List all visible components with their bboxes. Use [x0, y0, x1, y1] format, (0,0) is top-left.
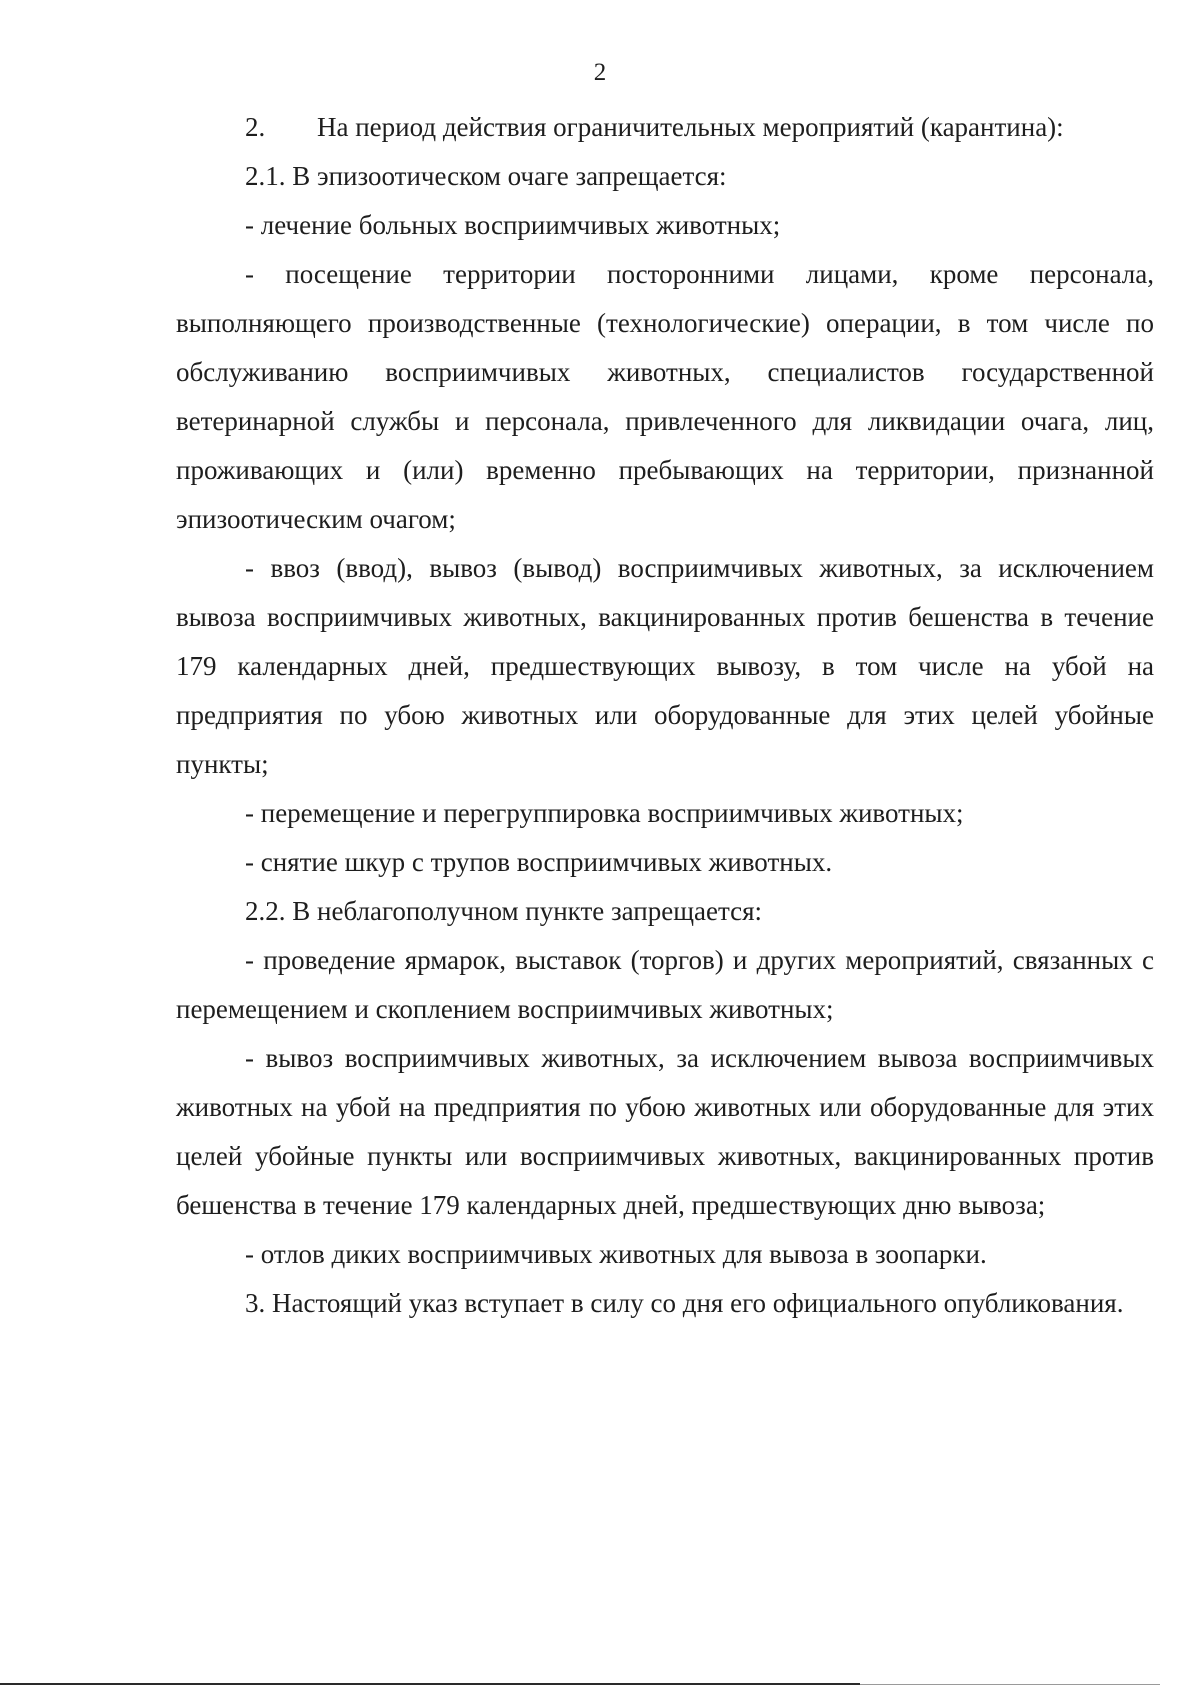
section-2-heading-text: На период действия ограничительных мероприятий (карантина):	[317, 112, 1064, 142]
section-2-1-item: - перемещение и перегруппировка восприимчивых животных;	[245, 798, 964, 828]
section-3-paragraph: 3. Настоящий указ вступает в силу со дня его официального опубликования.	[245, 1288, 1124, 1318]
document-body	[176, 103, 1154, 1328]
page-number: 2	[593, 59, 607, 86]
section-2-heading	[176, 103, 1154, 152]
section-2-1-item: - посещение территории посторонними лицами, кроме персонала, выполняющего производственные (технологические) операции, в том числе по обслуживанию восприимчивых животных, специалистов государственной ветеринарной службы и персонала, привлеченного для ликвидации очага, лиц, проживающих и (или) временно пребывающих на территории, признанной эпизоотическим очагом;	[176, 259, 1154, 534]
section-2-2-heading: 2.2. В неблагополучном пункте запрещается:	[245, 896, 762, 926]
bottom-scan-line	[0, 1683, 860, 1685]
section-2-2-item: - проведение ярмарок, выставок (торгов) и других мероприятий, связанных с перемещением и скоплением восприимчивых животных;	[176, 945, 1154, 1024]
bottom-scan-line-faint	[860, 1684, 1160, 1685]
section-2-1-item: - снятие шкур с трупов восприимчивых животных.	[245, 847, 833, 877]
section-2-2-item: - вывоз восприимчивых животных, за исключением вывоза восприимчивых животных на убой на предприятия по убою животных или оборудованные для этих целей убойные пункты или восприимчивых животных, вакцинированных против бешенства в течение 179 календарных дней, предшествующих дню вывоза;	[176, 1043, 1154, 1220]
section-2-1-item: - ввоз (ввод), вывоз (вывод) восприимчивых животных, за исключением вывоза восприимчивых животных, вакцинированных против бешенства в течение 179 календарных дней, предшествующих вывозу, в том числе на убой на предприятия по убою животных или оборудованные для этих целей убойные пункты;	[176, 553, 1154, 779]
section-2-1-heading: 2.1. В эпизоотическом очаге запрещается:	[245, 161, 727, 191]
section-2-number: 2.	[245, 112, 266, 142]
section-2-2-item: - отлов диких восприимчивых животных для вывоза в зоопарки.	[245, 1239, 987, 1269]
section-2-1-item: - лечение больных восприимчивых животных;	[245, 210, 781, 240]
